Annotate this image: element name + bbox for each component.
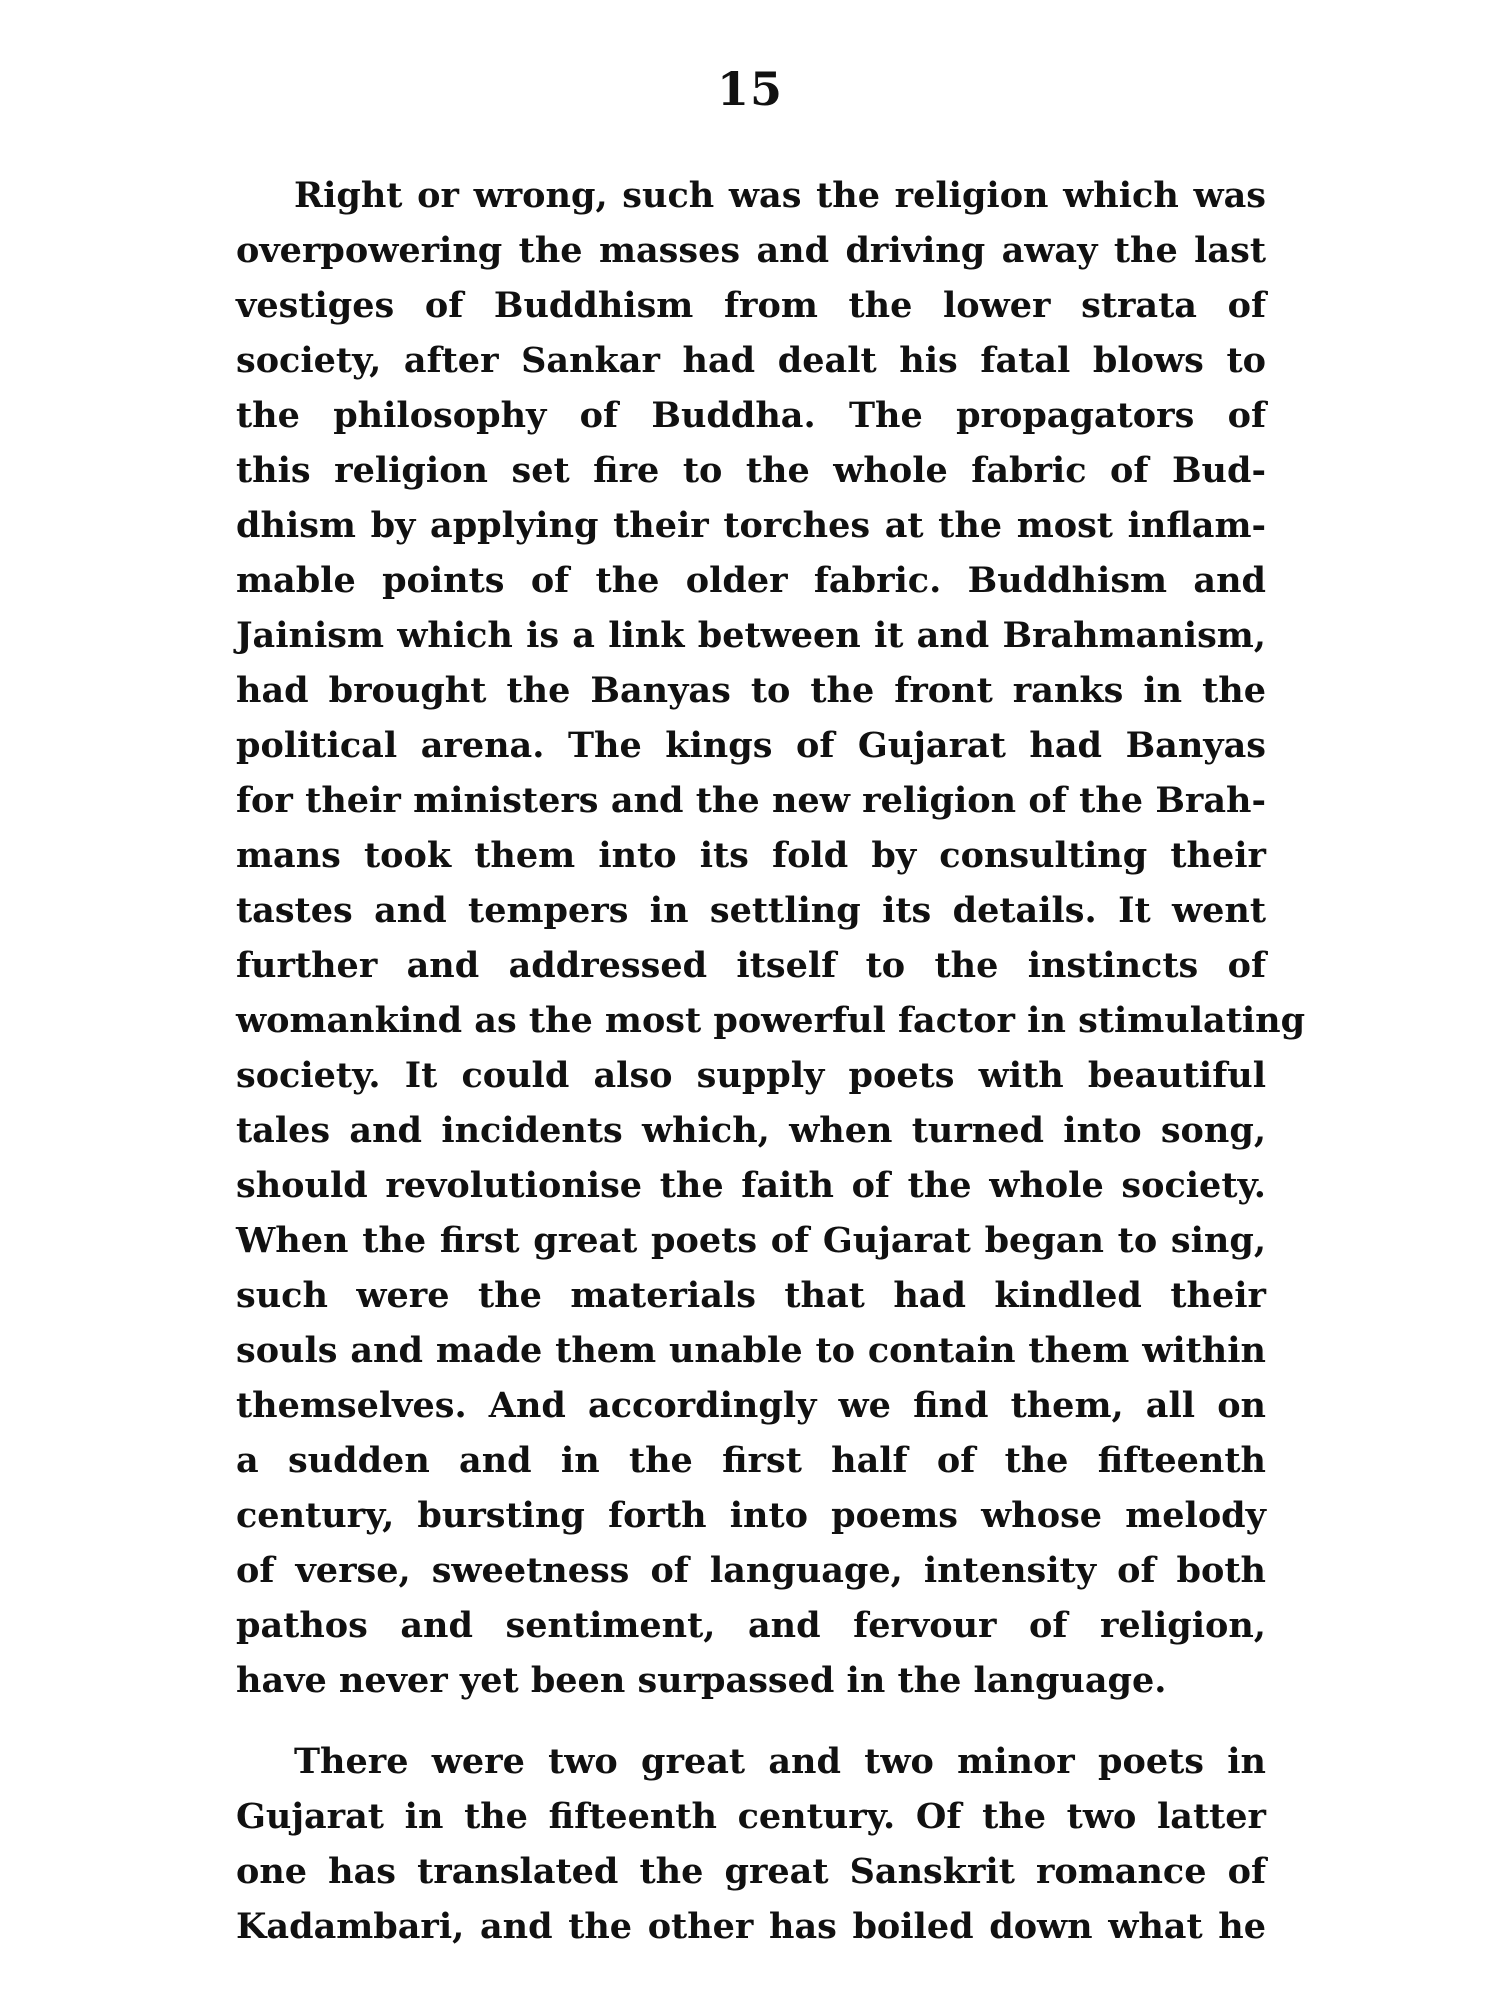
paragraph-1 — [236, 168, 1306, 1708]
paragraph-line: for their ministers and the new religion of the Brah- — [236, 780, 1266, 821]
paragraph-line: pathos and sentiment, and fervour of religion, — [236, 1605, 1266, 1646]
paragraph-line: political arena. The kings of Gujarat had Banyas — [236, 725, 1266, 766]
paragraph-line: mable points of the older fabric. Buddhism and — [236, 560, 1266, 601]
paragraph-line: the philosophy of Buddha. The propagators of — [236, 395, 1266, 436]
paragraph-line: one has translated the great Sanskrit romance of — [236, 1851, 1266, 1892]
paragraph-line: themselves. And accordingly we find them, all on — [236, 1385, 1266, 1426]
paragraph-line: century, bursting forth into poems whose melody — [236, 1495, 1266, 1536]
paragraph-line: tales and incidents which, when turned into song, — [236, 1110, 1266, 1151]
paragraph-line: such were the materials that had kindled their — [236, 1275, 1266, 1316]
paragraph-line: souls and made them unable to contain them within — [236, 1330, 1266, 1371]
paragraph-line: of verse, sweetness of language, intensity of both — [236, 1550, 1266, 1591]
paragraph-line: had brought the Banyas to the front ranks in the — [236, 670, 1266, 711]
paragraph-line: Kadambari, and the other has boiled down what he — [236, 1906, 1266, 1947]
paragraph-line: Jainism which is a link between it and Brahmanism, — [236, 615, 1266, 656]
paragraph-line: overpowering the masses and driving away the last — [236, 230, 1266, 271]
paragraph-line: should revolutionise the faith of the whole society. — [236, 1165, 1266, 1206]
paragraph-line: Gujarat in the fifteenth century. Of the two latter — [236, 1796, 1266, 1837]
page-number: 15 — [716, 62, 783, 116]
paragraph-line: dhism by applying their torches at the most inflam- — [236, 505, 1266, 546]
paragraph-line: Right or wrong, such was the religion which was — [294, 175, 1266, 216]
paragraph-line: When the first great poets of Gujarat began to sing, — [236, 1220, 1266, 1261]
paragraph-line: mans took them into its fold by consulting their — [236, 835, 1266, 876]
paragraph-line: a sudden and in the first half of the fifteenth — [236, 1440, 1266, 1481]
paragraph-line: society. It could also supply poets with beautiful — [236, 1055, 1266, 1096]
paragraph-2 — [236, 1734, 1266, 1954]
paragraph-line: have never yet been surpassed in the language. — [236, 1660, 1167, 1701]
paragraph-line: this religion set fire to the whole fabric of Bud- — [236, 450, 1266, 491]
paragraph-line: tastes and tempers in settling its details. It went — [236, 890, 1266, 931]
paragraph-line: There were two great and two minor poets in — [294, 1741, 1266, 1782]
paragraph-line: further and addressed itself to the instincts of — [236, 945, 1266, 986]
paragraph-line: society, after Sankar had dealt his fatal blows to — [236, 340, 1266, 381]
paragraph-line: womankind as the most powerful factor in stimulating — [236, 1000, 1306, 1041]
paragraph-line: vestiges of Buddhism from the lower strata of — [236, 285, 1266, 326]
